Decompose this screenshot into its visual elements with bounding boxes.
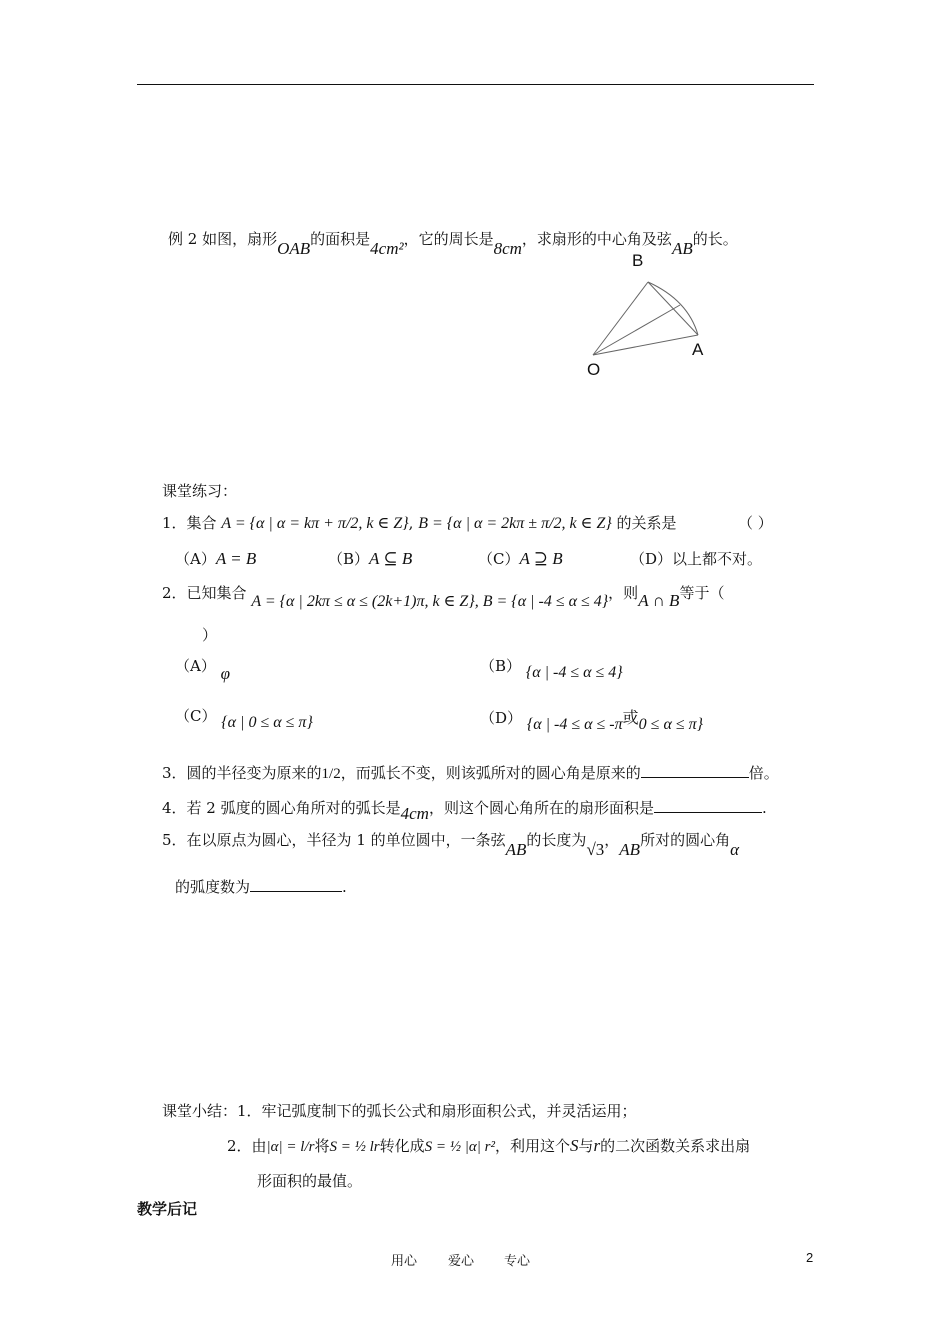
summary-heading: 课堂小结： <box>162 1102 238 1120</box>
label-o: O <box>587 360 601 379</box>
q1-option-c <box>478 548 563 569</box>
example-2-line <box>168 228 738 258</box>
q1-option-a <box>175 548 256 569</box>
sector-diagram <box>580 270 710 370</box>
example-2-text4: 的长。 <box>692 230 738 248</box>
radius-ob <box>593 282 648 355</box>
q5-chord-ab: AB <box>505 840 527 859</box>
q2-option-d-label: （D） <box>480 709 523 727</box>
summary-item-2-t5: 的二次函数关系求出扇 <box>600 1137 751 1155</box>
q2-option-b-label: （B） <box>480 657 522 675</box>
practice-heading: 课堂练习： <box>162 482 238 500</box>
q2-option-b-math: {α | -4 ≤ α ≤ 4} <box>525 664 623 681</box>
summary-item-2-pre: 2．由 <box>227 1137 267 1155</box>
q4-arc-length: 4cm <box>400 804 429 823</box>
q1-text: 集合 <box>186 514 217 532</box>
q2-number: 2． <box>162 584 187 602</box>
footer-left: 用心 <box>391 1254 418 1269</box>
q1-set-b: B = {α | α = 2kπ ± π/2, k ∈ Z} <box>418 515 612 532</box>
q3-fraction: 1/2 <box>321 766 341 782</box>
q2-option-d-math: {α | -4 ≤ α ≤ -π <box>526 716 623 733</box>
afterword-heading: 教学后记 <box>137 1200 198 1218</box>
summary-item-2-t1: 将 <box>314 1137 330 1155</box>
question-1: 1．集合 A = {α | α = kπ + π/2, k ∈ Z}, B = {α | α = 2kπ ± π/2, k ∈ Z} 的关系是 <box>162 514 677 532</box>
q2-option-d-math2: 0 ≤ α ≤ π} <box>638 716 704 733</box>
q5-answer-blank[interactable] <box>250 877 342 892</box>
q4-end: . <box>761 799 767 817</box>
q2-option-c-math: {α | 0 ≤ α ≤ π} <box>221 714 313 731</box>
q2-text: 已知集合 <box>186 584 247 602</box>
summary-item-2-t2: 转化成 <box>379 1137 425 1155</box>
q2-option-d <box>480 705 704 733</box>
q4-post: ，则这个圆心角所在的扇形面积是 <box>428 799 654 817</box>
summary-item-2-t3: ，利用这个 <box>494 1137 570 1155</box>
q3-pre: 3．圆的半径变为原来的 <box>162 764 322 782</box>
header-rule <box>137 84 814 85</box>
q5-end: . <box>342 878 347 896</box>
chord-ab: AB <box>671 239 693 258</box>
q1-answer-paren: （ ） <box>738 514 773 532</box>
q5-pre: 5．在以原点为圆心，半径为 1 的单位圆中，一条弦 <box>162 831 506 849</box>
question-5-line2 <box>175 876 347 897</box>
example-2-text2: ，它的周长是 <box>403 230 494 248</box>
q3-end: 倍。 <box>748 764 779 782</box>
q1-option-b-math: A ⊆ B <box>369 549 413 568</box>
q2-tail: 等于（ <box>679 584 725 602</box>
question-4 <box>162 797 767 823</box>
example-2-text3: ，求扇形的中心角及弦 <box>521 230 672 248</box>
summary-var-s: S <box>569 1136 579 1155</box>
sector-area: 4cm² <box>370 239 404 258</box>
q1-option-a-label: （A） <box>175 550 216 568</box>
footer-right: 专心 <box>504 1254 531 1269</box>
footer-mid: 爱心 <box>448 1254 475 1269</box>
q5-post: 所对的圆心角 <box>640 831 731 849</box>
summary-var-r: r <box>593 1136 601 1155</box>
summary-line-1 <box>162 1100 637 1121</box>
q2-then: ，则 <box>608 584 639 602</box>
q1-set-a: A = {α | α = kπ + π/2, k ∈ Z} <box>221 515 409 532</box>
summary-formula-alpha: |α| = l/r <box>266 1139 315 1155</box>
question-2 <box>162 582 725 610</box>
q2-intersection: A ∩ B <box>638 591 680 610</box>
q2-option-a-label: （A） <box>175 657 216 675</box>
q5-comma: ， <box>604 831 620 849</box>
summary-item-1: 1．牢记弧度制下的弧长公式和扇形面积公式，并灵活运用； <box>237 1102 637 1120</box>
q3-answer-blank[interactable] <box>641 763 749 778</box>
q1-option-b-label: （B） <box>328 550 370 568</box>
summary-item-2-t4: 与 <box>578 1137 594 1155</box>
label-b: B <box>632 251 644 270</box>
q1-option-b <box>328 548 412 569</box>
q2-option-a <box>175 655 231 683</box>
sector-perimeter: 8cm <box>493 239 522 258</box>
q2-option-a-math: φ <box>220 664 231 683</box>
page-number: 2 <box>806 1250 814 1265</box>
q2-close-paren: ） <box>202 626 218 644</box>
q1-option-d-text: 以上都不对。 <box>672 550 763 568</box>
q1-tail: 的关系是 <box>616 514 677 532</box>
q5-mid: 的长度为 <box>526 831 587 849</box>
q2-option-c <box>175 705 313 731</box>
bisector-line <box>593 305 680 355</box>
question-5 <box>162 829 740 859</box>
q1-option-d-label: （D） <box>630 550 673 568</box>
summary-line-3: 形面积的最值。 <box>257 1172 363 1190</box>
summary-formula-s-alpha-r2: S = ½ |α| r² <box>424 1139 495 1155</box>
q1-number: 1． <box>162 514 187 532</box>
q1-option-c-label: （C） <box>478 550 520 568</box>
example-2-text1: 的面积是 <box>310 230 371 248</box>
question-3 <box>162 762 779 783</box>
example-2-prefix: 例 2 如图，扇形 <box>168 230 278 248</box>
q5-chord-ab-2: AB <box>619 840 641 859</box>
q4-answer-blank[interactable] <box>654 798 762 813</box>
q2-set-a: A = {α | 2kπ ≤ α ≤ (2k+1)π, k ∈ Z} <box>251 593 475 610</box>
q5-line2: 的弧度数为 <box>175 878 251 896</box>
q5-alpha: α <box>730 840 740 859</box>
q1-option-a-math: A = B <box>215 549 257 568</box>
q4-pre: 4．若 2 弧度的圆心角所对的弧长是 <box>162 799 401 817</box>
q2-option-c-label: （C） <box>175 707 217 725</box>
q5-sqrt3: √3 <box>586 840 605 859</box>
radius-oa <box>593 335 698 355</box>
q2-option-d-or: 或 <box>622 708 639 727</box>
summary-line-2 <box>227 1135 750 1156</box>
sector-oab: OAB <box>277 239 311 258</box>
label-a: A <box>692 340 704 359</box>
summary-formula-s-lr: S = ½ lr <box>329 1139 380 1155</box>
q1-option-d <box>630 548 762 569</box>
q2-option-b <box>480 655 623 681</box>
q2-set-b: , B = {α | -4 ≤ α ≤ 4} <box>474 593 609 610</box>
q3-post: ，而弧长不变，则该弧所对的圆心角是原来的 <box>340 764 641 782</box>
q1-option-c-math: A ⊇ B <box>519 549 563 568</box>
